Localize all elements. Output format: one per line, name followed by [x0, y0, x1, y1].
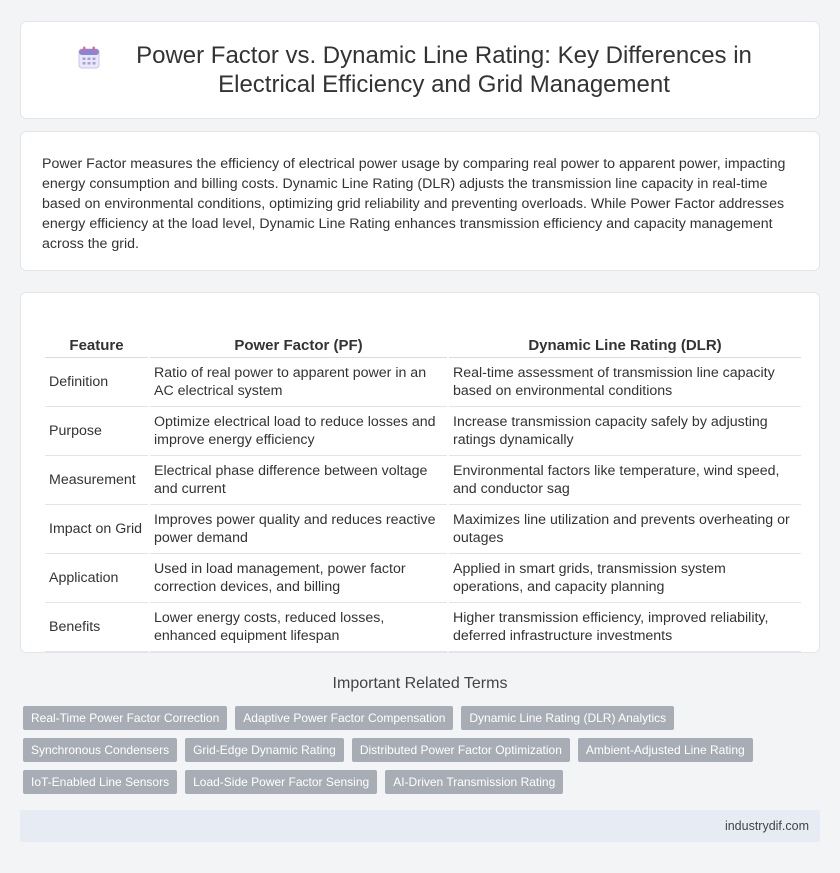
- table-row: [45, 603, 801, 652]
- dlr-cell: Higher transmission efficiency, improved reliability, deferred infrastructure investments: [449, 603, 801, 652]
- pf-cell: Used in load management, power factor correction devices, and billing: [150, 554, 447, 603]
- related-term-tag[interactable]: Grid-Edge Dynamic Rating: [185, 738, 344, 762]
- related-term-tag[interactable]: AI-Driven Transmission Rating: [385, 770, 563, 794]
- feature-cell: Measurement: [45, 456, 148, 505]
- feature-cell: Impact on Grid: [45, 505, 148, 554]
- header-dynamic-line-rating: Dynamic Line Rating (DLR): [449, 313, 801, 358]
- related-term-tag[interactable]: Ambient-Adjusted Line Rating: [578, 738, 753, 762]
- tag-row: [23, 706, 823, 730]
- comparison-card: [20, 292, 820, 653]
- related-term-tag[interactable]: Dynamic Line Rating (DLR) Analytics: [461, 706, 674, 730]
- calendar-icon: [76, 45, 102, 71]
- dlr-cell: Environmental factors like temperature, wind speed, and conductor sag: [449, 456, 801, 505]
- title-wrap: [21, 41, 819, 99]
- header-feature: Feature: [45, 313, 148, 358]
- feature-cell: Benefits: [45, 603, 148, 652]
- comparison-table: [43, 313, 803, 652]
- intro-paragraph: Power Factor measures the efficiency of electrical power usage by comparing real power to apparent power, impacting energy consumption and billing costs. Dynamic Line Rating (DLR) adjusts the transmission line capacity in real-time based on environmental conditions, optimizing grid reliability and preventing overloads. While Power Factor addresses energy efficiency at the load level, Dynamic Line Rating enhances transmission efficiency and capacity management across the grid.: [42, 156, 786, 252]
- related-term-tag[interactable]: IoT-Enabled Line Sensors: [23, 770, 177, 794]
- table-header-row: [45, 313, 801, 358]
- pf-cell: Optimize electrical load to reduce losses and improve energy efficiency: [150, 407, 447, 456]
- pf-cell: Electrical phase difference between voltage and current: [150, 456, 447, 505]
- table-row: [45, 407, 801, 456]
- related-term-tag[interactable]: Load-Side Power Factor Sensing: [185, 770, 377, 794]
- related-terms-tags: [23, 706, 823, 802]
- dlr-cell: Real-time assessment of transmission line capacity based on environmental conditions: [449, 358, 801, 407]
- related-term-tag[interactable]: Real-Time Power Factor Correction: [23, 706, 227, 730]
- dlr-cell: Maximizes line utilization and prevents overheating or outages: [449, 505, 801, 554]
- related-term-tag[interactable]: Distributed Power Factor Optimization: [352, 738, 570, 762]
- intro-card: [20, 131, 820, 271]
- pf-cell: Ratio of real power to apparent power in an AC electrical system: [150, 358, 447, 407]
- table-row: [45, 554, 801, 603]
- dlr-cell: Increase transmission capacity safely by adjusting ratings dynamically: [449, 407, 801, 456]
- pf-cell: Lower energy costs, reduced losses, enhanced equipment lifespan: [150, 603, 447, 652]
- table-row: [45, 505, 801, 554]
- feature-cell: Purpose: [45, 407, 148, 456]
- related-term-tag[interactable]: Synchronous Condensers: [23, 738, 177, 762]
- related-term-tag[interactable]: Adaptive Power Factor Compensation: [235, 706, 453, 730]
- tag-row: [23, 770, 823, 794]
- related-terms-title: Important Related Terms: [332, 675, 508, 692]
- footer: [20, 810, 820, 842]
- feature-cell: Application: [45, 554, 148, 603]
- pf-cell: Improves power quality and reduces reactive power demand: [150, 505, 447, 554]
- footer-site-link[interactable]: industrydif.com: [724, 819, 809, 833]
- dlr-cell: Applied in smart grids, transmission system operations, and capacity planning: [449, 554, 801, 603]
- tag-row: [23, 738, 823, 762]
- feature-cell: Definition: [45, 358, 148, 407]
- table-row: [45, 456, 801, 505]
- table-row: [45, 358, 801, 407]
- title-card: [20, 21, 820, 119]
- page-title: Power Factor vs. Dynamic Line Rating: Key Differences in Electrical Efficiency and Grid Management: [136, 42, 752, 98]
- header-power-factor: Power Factor (PF): [150, 313, 447, 358]
